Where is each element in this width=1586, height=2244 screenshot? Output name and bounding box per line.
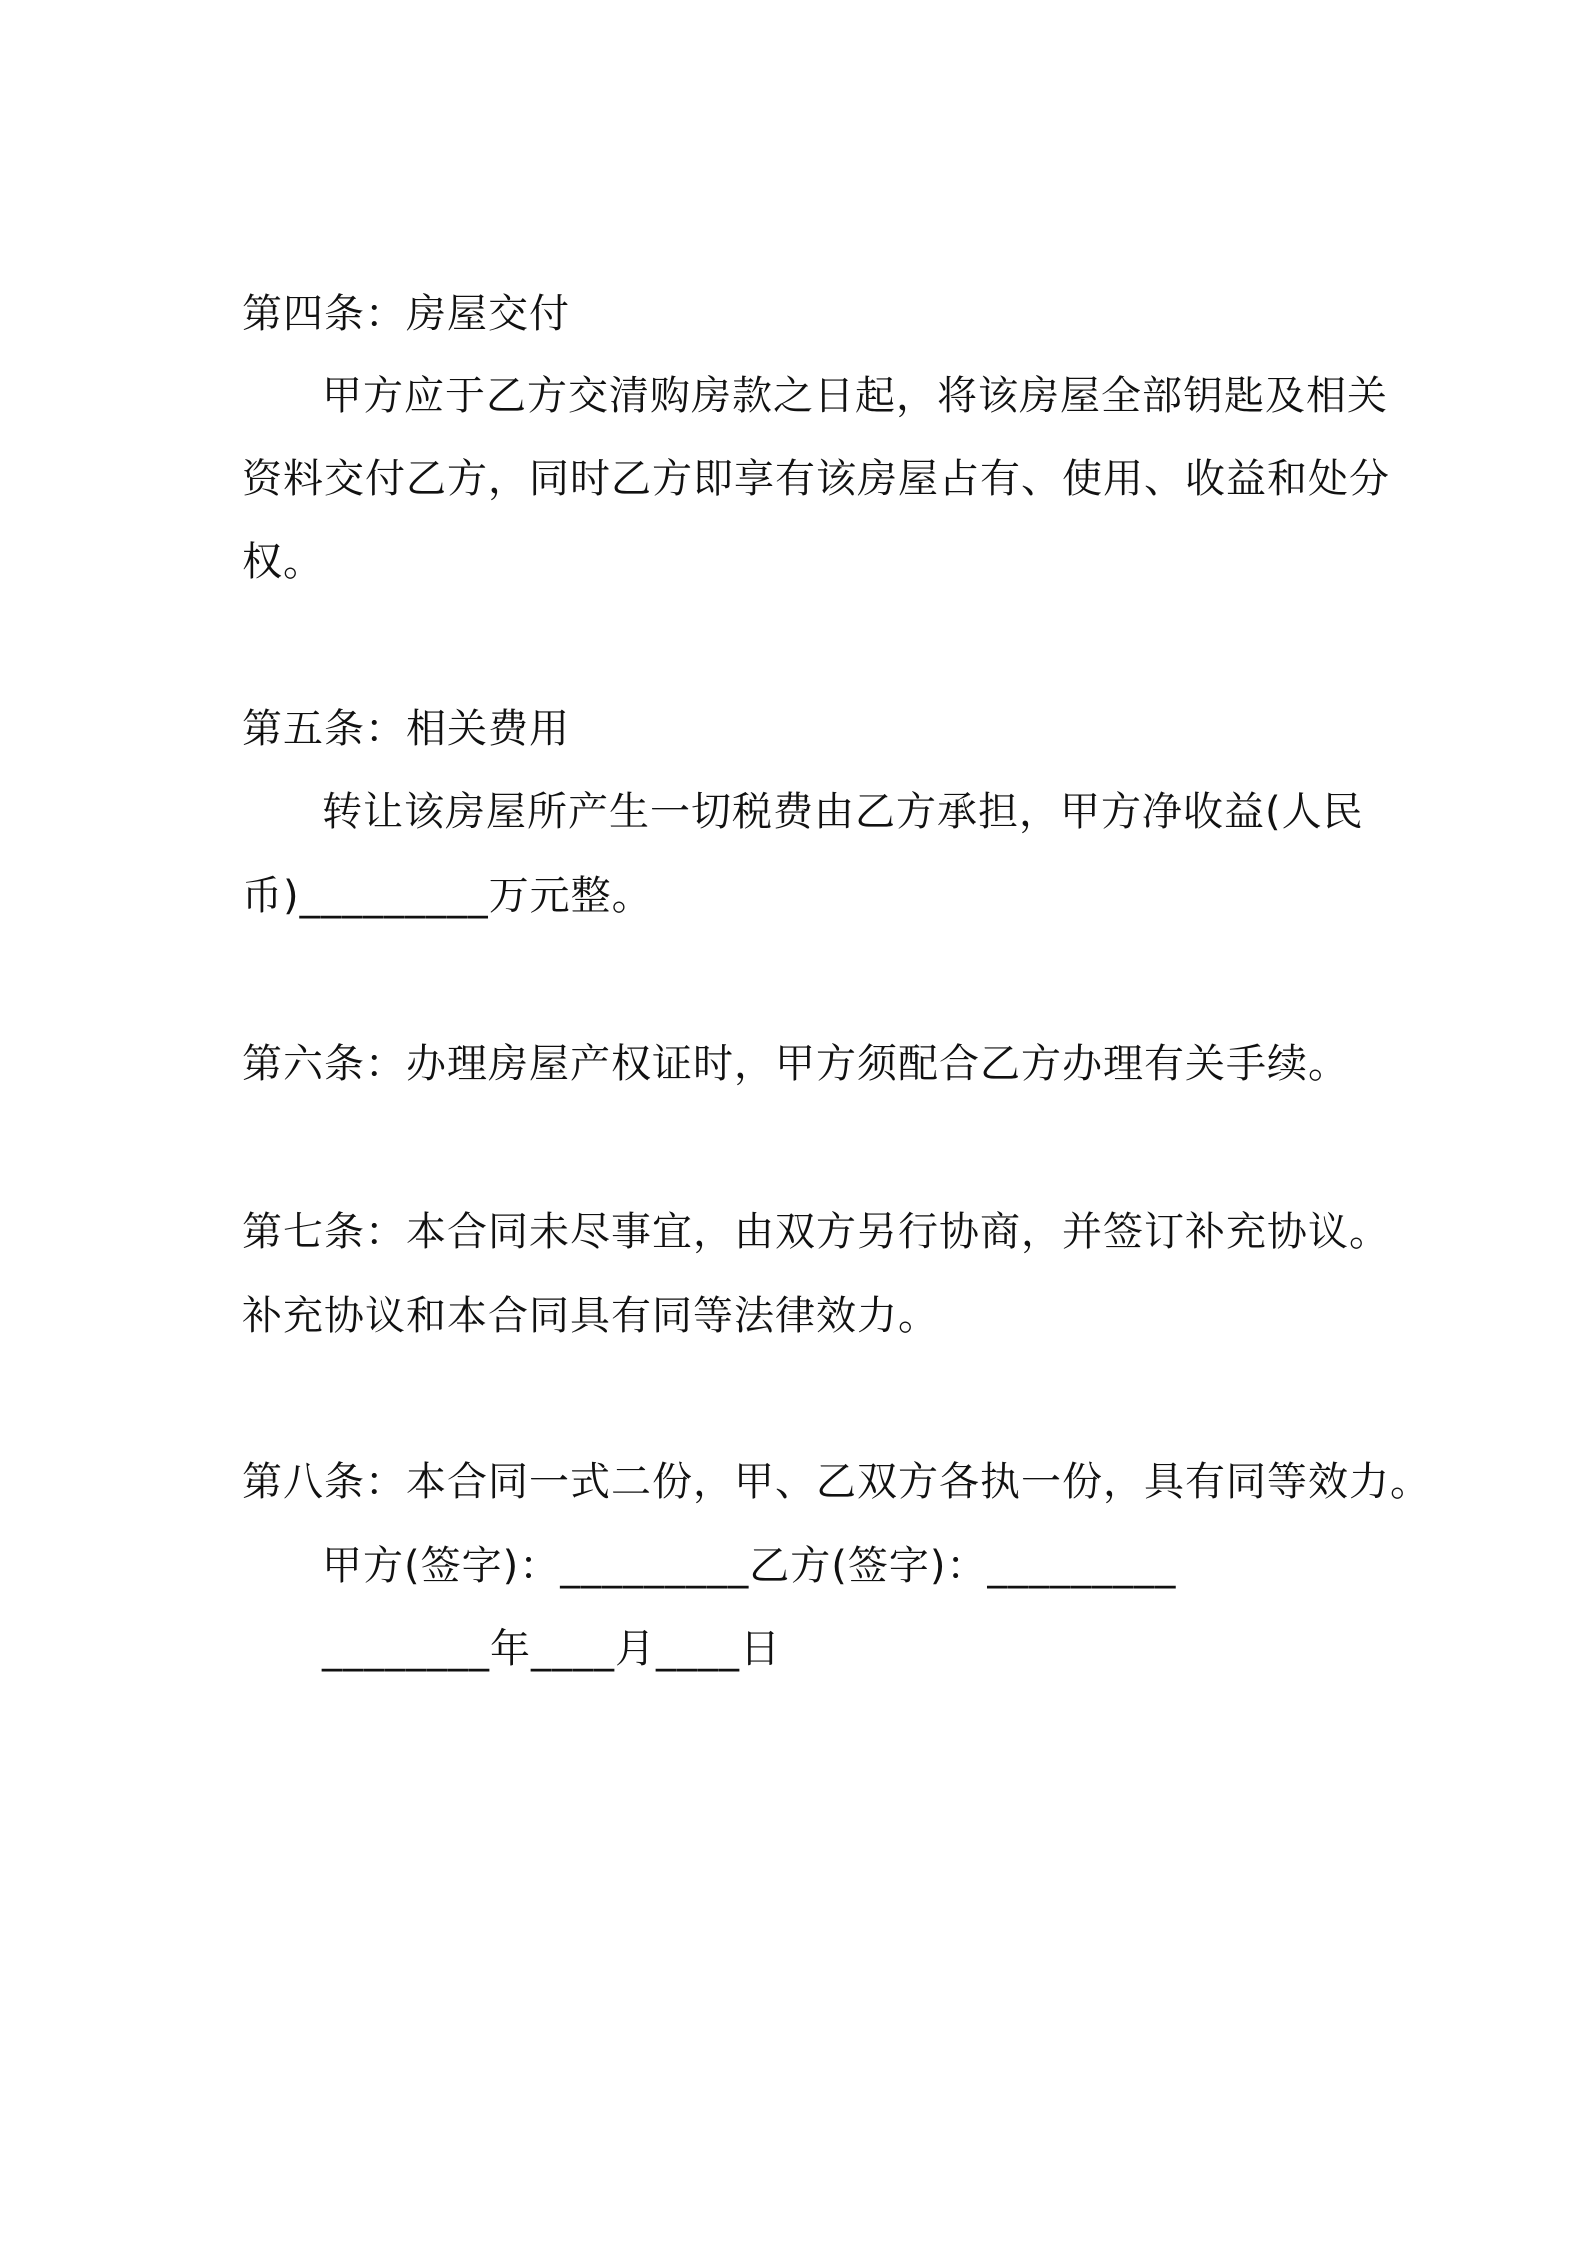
article-4-line-2: 资料交付乙方，同时乙方即享有该房屋占有、使用、收益和处分 — [242, 456, 1390, 502]
article-8-text: 第八条：本合同一式二份，甲、乙双方各执一份，具有同等效力。 — [242, 1459, 1431, 1505]
signature-line: 甲方(签字)：_________乙方(签字)：_________ — [322, 1543, 1177, 1589]
article-5-heading: 第五条：相关费用 — [242, 706, 570, 752]
article-5-line-2: 币)_________万元整。 — [242, 873, 653, 919]
article-4-line-3: 权。 — [242, 539, 324, 585]
article-7-line-2: 补充协议和本合同具有同等法律效力。 — [242, 1293, 939, 1339]
article-4-line-1: 甲方应于乙方交清购房款之日起，将该房屋全部钥匙及相关 — [322, 373, 1388, 419]
article-7-line-1: 第七条：本合同未尽事宜，由双方另行协商，并签订补充协议。 — [242, 1209, 1390, 1255]
date-line: ________年____月____日 — [322, 1626, 781, 1672]
article-5-line-1: 转让该房屋所产生一切税费由乙方承担，甲方净收益(人民 — [322, 789, 1364, 835]
article-6-text: 第六条：办理房屋产权证时，甲方须配合乙方办理有关手续。 — [242, 1041, 1349, 1087]
article-4-heading: 第四条：房屋交付 — [242, 291, 570, 337]
